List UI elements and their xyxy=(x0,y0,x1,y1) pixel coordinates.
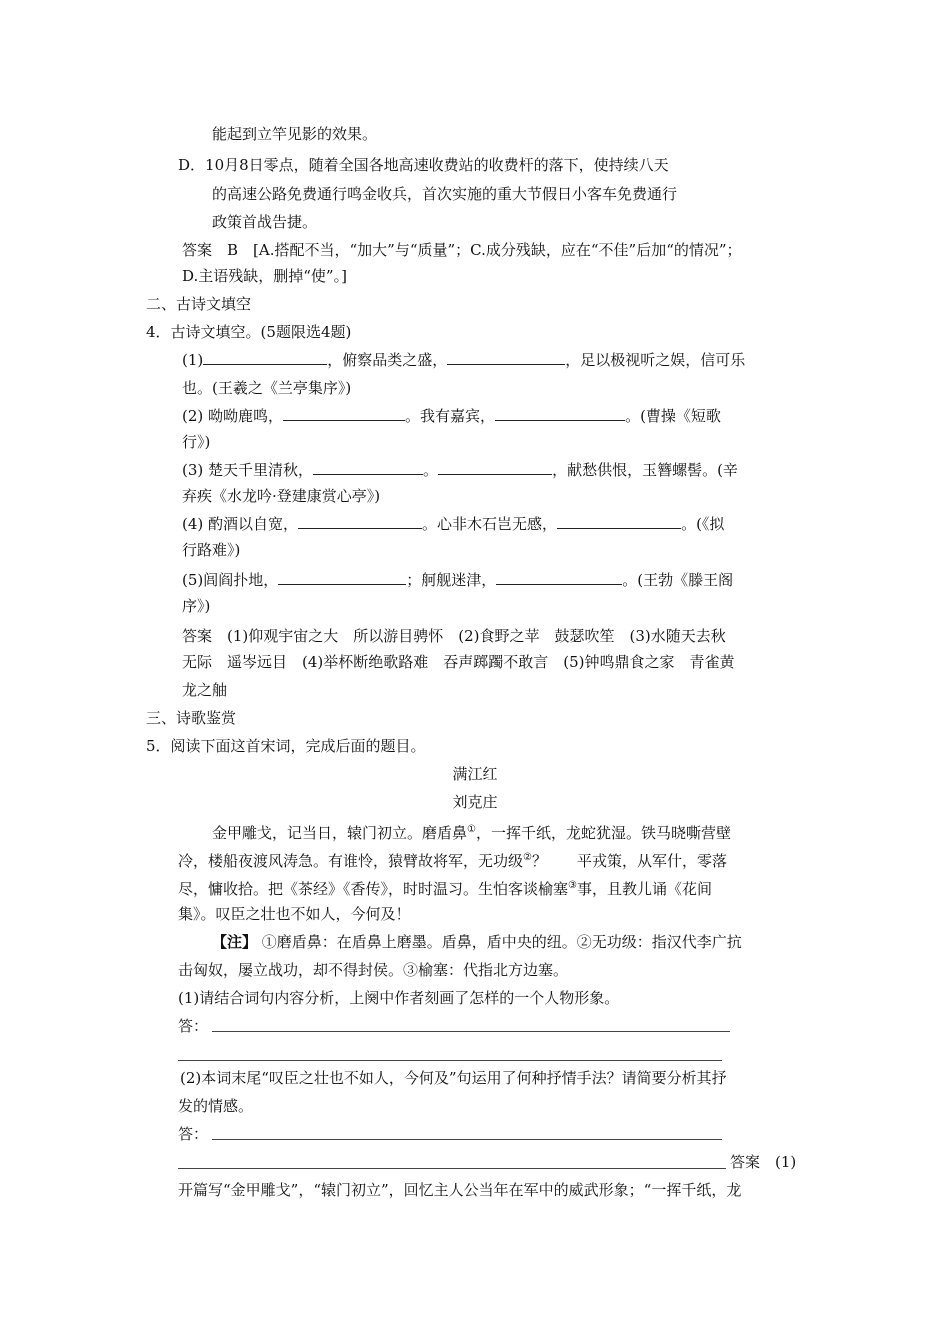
q4-item-4-cont: 行路难》) xyxy=(182,541,241,559)
poem-text: 冷，楼船夜渡风涛急。有谁怜，猿臂故将军，无功级 xyxy=(178,852,524,870)
item-d-line3: 政策首战告捷。 xyxy=(212,213,318,231)
answer-line[interactable] xyxy=(178,1060,722,1061)
q5-answer-label: 答案 (1) xyxy=(730,1153,797,1171)
item-d-line1: D．10月8日零点，随着全国各地高速收费站的收费杆的落下，使持续八天 xyxy=(178,156,669,174)
q3-answer-line1: 答案 B [A.搭配不当，“加大”与“质量”；C.成分残缺，应在“不佳”后加“的情况”； xyxy=(182,241,742,259)
answer-line[interactable] xyxy=(178,1168,726,1169)
answer-blank[interactable] xyxy=(298,514,422,529)
item-text: ；舸舰迷津， xyxy=(406,571,497,589)
q4-item-1 xyxy=(182,350,745,372)
item-text: ，俯察品类之盛， xyxy=(327,351,448,369)
answer-blank[interactable] xyxy=(496,570,622,585)
q4-answer-line2: 无际 遥岑远目 (4)举杯断绝歌路难 吞声踯躅不敢言 (5)钟鸣鼎食之家 青雀黄 xyxy=(182,653,735,671)
answer-label: 答： xyxy=(178,1125,209,1143)
answer-blank[interactable] xyxy=(278,570,406,585)
item-text: 呦呦鹿鸣， xyxy=(208,407,284,425)
answer-line[interactable] xyxy=(212,1031,730,1032)
q4-item-3 xyxy=(182,460,738,482)
item-text: 酌酒以自宽， xyxy=(208,515,299,533)
item-text: 闾阎扑地， xyxy=(203,571,279,589)
poem-notes-line2: 击匈奴，屡立战功，却不得封侯。③榆塞：代指北方边塞。 xyxy=(178,961,569,979)
answer-blank[interactable] xyxy=(557,514,681,529)
q5-stem: 5．阅读下面这首宋词，完成后面的题目。 xyxy=(146,737,426,755)
poem-text: 事，且教儿诵《花间 xyxy=(576,880,712,898)
poem-notes-line1 xyxy=(212,932,742,954)
section-heading-3: 三、诗歌鉴赏 xyxy=(146,709,237,727)
q5-sub2-line1: (2)本词末尾“叹臣之壮也不如人，今何及”句运用了何种抒情手法？请简要分析其抒 xyxy=(180,1069,727,1087)
item-c-tail: 能起到立竿见影的效果。 xyxy=(212,125,378,143)
q4-item-5 xyxy=(182,570,733,592)
item-text: 。(王勃《滕王阁 xyxy=(622,571,734,589)
note-marker: ② xyxy=(523,852,532,863)
q4-item-2 xyxy=(182,406,721,428)
q4-answer-line3: 龙之舳 xyxy=(182,681,228,699)
poem-text: 尽，慵收拾。把《茶经》《香传》，时时温习。生怕客谈榆塞 xyxy=(178,880,569,898)
answer-blank[interactable] xyxy=(203,350,327,365)
q3-answer-line2: D.主语残缺，删掉“使”。] xyxy=(182,267,347,285)
item-text: 。(《拟 xyxy=(681,515,725,533)
q4-item-5-cont: 序》) xyxy=(182,597,211,615)
q5-answer-line: 开篇写“金甲雕戈”，“辕门初立”，回忆主人公当年在军中的威武形象；“一挥千纸，龙 xyxy=(178,1181,742,1199)
item-text: 。心非木石岂无感， xyxy=(422,515,558,533)
q5-sub1: (1)请结合词句内容分析，上阕中作者刻画了怎样的一个人物形象。 xyxy=(178,989,620,1007)
note-marker: ① xyxy=(467,824,476,835)
item-number: (5) xyxy=(182,571,204,589)
answer-blank[interactable] xyxy=(447,350,565,365)
item-d-line2: 的高速公路免费通行鸣金收兵，首次实施的重大节假日小客车免费通行 xyxy=(212,185,678,203)
item-text: 。 xyxy=(423,461,439,479)
item-number: (1) xyxy=(182,351,204,369)
section-heading-2: 二、古诗文填空 xyxy=(146,295,252,313)
poem-text: 金甲雕戈，记当日，辕门初立。磨盾鼻 xyxy=(212,824,468,842)
answer-blank[interactable] xyxy=(495,406,625,421)
poem-text: ？ 平戎策，从军什，零落 xyxy=(531,852,727,870)
q4-stem: 4．古诗文填空。(5题限选4题) xyxy=(146,323,352,341)
poem-line-4: 集》。叹臣之壮也不如人，今何及！ xyxy=(178,905,411,923)
item-number: (3) xyxy=(182,461,204,479)
q4-item-4 xyxy=(182,514,724,536)
poem-text: ，一挥千纸，龙蛇犹湿。铁马晓嘶营壁 xyxy=(475,824,731,842)
q4-item-2-cont: 行》) xyxy=(182,433,211,451)
poem-author: 刘克庄 xyxy=(452,793,498,811)
poem-line-2 xyxy=(178,848,727,870)
answer-line[interactable] xyxy=(212,1139,722,1140)
item-text: 楚天千里清秋， xyxy=(208,461,314,479)
item-text: ，足以极视听之娱，信可乐 xyxy=(565,351,746,369)
answer-blank[interactable] xyxy=(283,406,405,421)
item-number: (4) xyxy=(182,515,204,533)
note-marker: ③ xyxy=(568,880,577,891)
q4-answer-line1: 答案 (1)仰观宇宙之大 所以游目骋怀 (2)食野之苹 鼓瑟吹笙 (3)水随天去秋 xyxy=(182,627,726,645)
q4-item-1-cont: 也。(王羲之《兰亭集序》) xyxy=(182,379,352,397)
item-text: ，献愁供恨，玉簪螺髻。(辛 xyxy=(552,461,738,479)
q4-item-3-cont: 弃疾《水龙吟·登建康赏心亭》) xyxy=(182,487,381,505)
item-number: (2) xyxy=(182,407,204,425)
answer-label: 答： xyxy=(178,1017,209,1035)
item-text: 。我有嘉宾， xyxy=(405,407,496,425)
poem-line-1 xyxy=(212,820,731,842)
item-text: 。(曹操《短歌 xyxy=(625,407,721,425)
answer-blank[interactable] xyxy=(438,460,552,475)
q5-sub2-line2: 发的情感。 xyxy=(178,1097,254,1115)
poem-line-3 xyxy=(178,876,712,898)
notes-label: 【注】 xyxy=(212,933,258,951)
poem-title: 满江红 xyxy=(452,765,498,783)
notes-text: ①磨盾鼻：在盾鼻上磨墨。盾鼻，盾中央的纽。②无功级：指汉代李广抗 xyxy=(261,933,742,951)
answer-blank[interactable] xyxy=(313,460,423,475)
